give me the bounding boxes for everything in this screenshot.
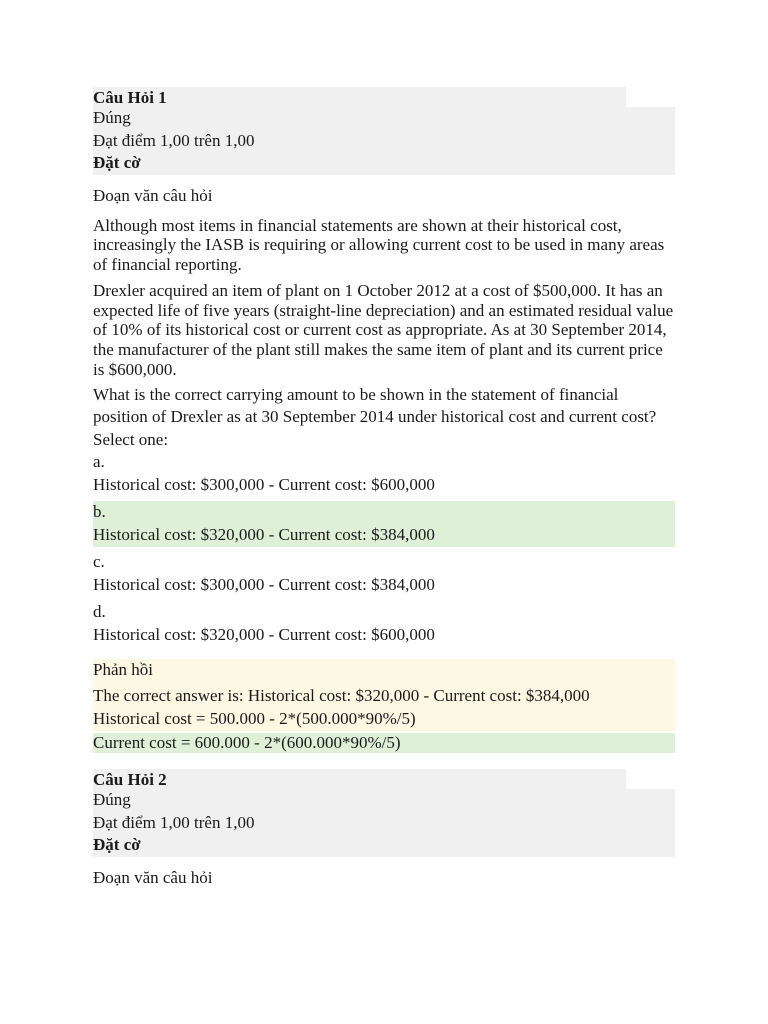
answer-option-c[interactable] [93, 551, 675, 597]
option-text: Historical cost: $300,000 - Current cost: $600,000 [93, 475, 435, 495]
option-text: Historical cost: $320,000 - Current cost: $600,000 [93, 625, 435, 645]
question-2-info [93, 769, 675, 857]
question-1-paragraph-1: Although most items in financial statements are shown at their historical cost, increasingly the IASB is requiring or allowing current cost to be used in many areas of financial reporting. [93, 215, 665, 274]
question-1-paragraph-2: Drexler acquired an item of plant on 1 October 2012 at a cost of $500,000. It has an expected life of five years (straight-line depreciation) and an estimated residual value of 10% of its historical cost or current cost as appropriate. As at 30 September 2014, the manufacturer of the plant still makes the same item of plant and its current price is $600,000. [93, 281, 674, 379]
answer-option-a[interactable] [93, 451, 675, 497]
question-2-text-label: Đoạn văn câu hỏi [93, 867, 213, 887]
question-1-flag[interactable]: Đặt cờ [93, 152, 675, 175]
option-letter: b. [93, 502, 106, 522]
question-1-paragraph-3: What is the correct carrying amount to be shown in the statement of financial position of Drexler as at 30 September 2014 under historical cost and current cost? [93, 385, 657, 427]
historical-cost-calc: Historical cost = 500.000 - 2*(500.000*90%/5) [93, 709, 416, 729]
quiz-review-page [93, 87, 675, 890]
option-text: Historical cost: $300,000 - Current cost: $384,000 [93, 575, 435, 595]
question-1-text-label: Đoạn văn câu hỏi [93, 185, 213, 205]
option-letter: a. [93, 452, 105, 472]
question-2-flag[interactable]: Đặt cờ [93, 834, 675, 857]
option-letter: d. [93, 602, 106, 622]
question-1-grade: Đạt điểm 1,00 trên 1,00 [93, 130, 675, 153]
question-2-title: Câu Hỏi 2 [93, 769, 626, 789]
question-1-title: Câu Hỏi 1 [93, 87, 626, 107]
option-text: Historical cost: $320,000 - Current cost: $384,000 [93, 525, 435, 545]
answer-option-d[interactable] [93, 601, 675, 647]
current-cost-calc: Current cost = 600.000 - 2*(600.000*90%/5) [93, 733, 675, 753]
correct-answer-text: The correct answer is: Historical cost: $320,000 - Current cost: $384,000 [93, 686, 590, 706]
question-2-status: Đúng [93, 789, 675, 812]
option-letter: c. [93, 552, 105, 572]
feedback-title: Phản hồi [93, 660, 153, 680]
question-1-status: Đúng [93, 107, 675, 130]
select-one-label: Select one: [93, 430, 169, 450]
question-1-info [93, 87, 675, 175]
answer-option-b[interactable] [93, 501, 675, 547]
question-2-grade: Đạt điểm 1,00 trên 1,00 [93, 812, 675, 835]
feedback-block [93, 659, 675, 731]
